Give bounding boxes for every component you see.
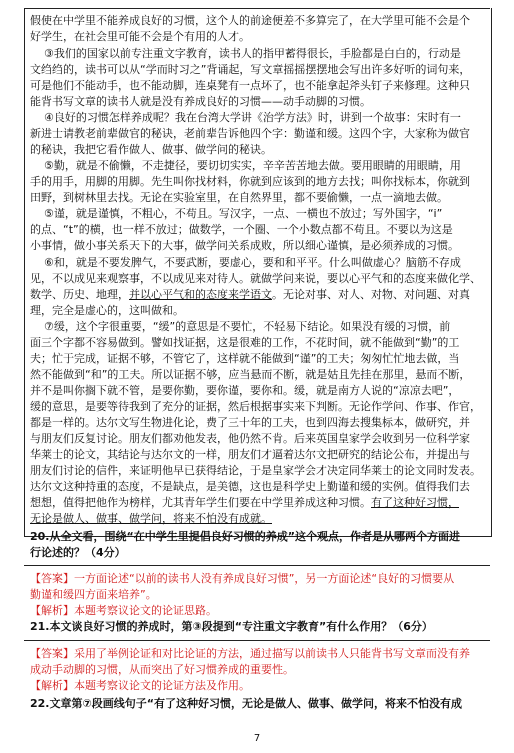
answer-separator bbox=[24, 640, 490, 641]
answer-20-cont: 勤谨和缓四方面来培养”。 bbox=[30, 588, 157, 601]
article-line: 的秘诀，我把它看作做人、做事、做学问的秘诀。 bbox=[30, 143, 272, 156]
article-line: 假使在中学里不能养成良好的习惯，这个人的前途便差不多算完了，在大学里可能不会是个 bbox=[30, 14, 470, 27]
article-line: ⑥和，就是不要发脾气，不要武断，要虚心，要和和平平。什么叫做虚心？脑筋不存成 bbox=[44, 256, 461, 269]
answer-21: 【答案】采用了举例论证和对比论证的方法，通过描写以前读书人只能背书写文章而没有养 bbox=[30, 647, 470, 660]
article-line: 达尔文这种持重的态度，不是缺点，是美德，这也是科学史上勤谨和缓的实例。值得我们去 bbox=[30, 480, 470, 493]
page-number: 7 bbox=[253, 733, 261, 744]
article-line-part: 数学、历史、地理， bbox=[30, 288, 129, 301]
analysis-20: 【解析】本题考察议论文的论证思路。 bbox=[30, 604, 217, 617]
article-line: 与朋友们反复讨论。朋友们都劝他发表，他仍然不肯。后来英国皇家学会收到另一位科学家 bbox=[30, 432, 470, 445]
article-line bbox=[30, 288, 488, 301]
article-line: 理，完全是虚心的，这叫做和。 bbox=[30, 304, 184, 317]
question-21: 21.本文谈良好习惯的养成时，第③段提到“专注重文字教育”有什么作用？（6分） bbox=[30, 620, 433, 633]
article-line: 田野，到树林里去找。无论在实验室里，在自然界里，都不要偷懒，一点一滴地去做。 bbox=[30, 191, 448, 204]
analysis-21: 【解析】本题考察议论文的论证方法及作用。 bbox=[30, 679, 250, 692]
article-line: 面三个字都不容易做到。譬如找证据，这是很难的工作，不花时间，就不能做到“勤”的工 bbox=[30, 336, 460, 349]
article-line: 小事情，做小事关系天下的大事，做学问关系成败，所以细心谨慎，是必须养成的习惯。 bbox=[30, 239, 459, 252]
article-line: 见，不以成见来观察事，不以成见来对待人。就做学问来说，要以心平气和的态度来做化学、 bbox=[30, 272, 481, 285]
article-line: 都是一样的。达尔文写生物进化论，费了三十年的工夫，也到四海去搜集标本，做研究，并 bbox=[30, 416, 470, 429]
article-line: 文绉绉的，读书可以从“学而时习之”背诵起，写文章摇摇摆摆地会写出许多好听的词句来， bbox=[30, 63, 471, 76]
article-line: 手的用手，用脚的用脚。先生叫你找材料，你就到应该到的地方去找；叫你找标本，你就到 bbox=[30, 175, 470, 188]
article-line: ⑤谨，就是谨慎，不粗心，不苟且。写汉字，一点、一横也不放过；写外国字，“i” bbox=[44, 207, 443, 220]
article-line: 夫；忙于完成，证据不够，不管它了，这样就不能做到“谨”的工夫；匆匆忙忙地去做，当 bbox=[30, 352, 460, 365]
article-line: ⑦缓，这个字很重要，“缓”的意思是不要忙，不轻易下结论。如果没有缓的习惯，前 bbox=[44, 320, 451, 333]
article-line: 新进士请教老前辈做官的秘诀，老前辈告诉他四个字：勤谨和缓。这四个字，大家称为做官 bbox=[30, 127, 470, 140]
question-20: 20.从全文看，围绕“在中学生里提倡良好习惯的养成”这个观点，作者是从哪两个方面进 bbox=[30, 530, 460, 543]
answer-separator bbox=[24, 565, 490, 566]
question-22: 22.文章第⑦段画线句子“有了这种好习惯，无论是做人、做事、做学问，将来不怕没有成 bbox=[30, 697, 463, 710]
article-line: 能背书写文章的读书人就是没有养成良好的习惯——动手动脚的习惯。 bbox=[30, 95, 371, 108]
answer-20: 【答案】一方面论述“以前的读书人没有养成良好习惯”，另一方面论述“良好的习惯要从 bbox=[30, 572, 455, 585]
article-line bbox=[30, 496, 488, 509]
article-line: ⑤勤，就是不偷懒，不走捷径，要切切实实，辛辛苦苦地去做。要用眼睛的用眼睛，用 bbox=[44, 159, 461, 172]
underlined-phrase: 并以心平气和的态度来学语文 bbox=[129, 288, 272, 301]
article-line: 并不是叫你搁下就不管，是要你勤，要你谨，要你和。缓，就是南方人说的“凉凉去吧”， bbox=[30, 384, 460, 397]
article-line: 朋友们讨论的信件，来证明他早已获得结论，于是皇家学会才决定同华莱士的论文同时发表。 bbox=[30, 464, 481, 477]
underlined-sentence: 有了这种好习惯， bbox=[371, 496, 459, 509]
article-line-part: 想想，值得把他作为榜样，尤其青年学生们要在中学里养成这种习惯。 bbox=[30, 496, 371, 509]
article-line: 的点、“t”的横，也一样不放过；做数学，一个圈、一个小数点都不苟且。不要以为这是 bbox=[30, 223, 453, 236]
article-line: 华莱士的论文，其结论与达尔文的一样，朋友们才逼着达尔文把研究的结论公布，并提出与 bbox=[30, 448, 470, 461]
article-line-part: 。无论对事、对人、对物、对问题、对真 bbox=[272, 288, 470, 301]
question-20-cont: 行论述的？（4分） bbox=[30, 546, 126, 559]
article-line: 可是他们不能动手，也不能动脚，连桌凳有一点坏了，也不能拿起斧头钉子来修理。这种只 bbox=[30, 79, 470, 92]
article-line: ④良好的习惯怎样养成呢？我在台湾大学讲《治学方法》时，讲到一个故事：宋时有一 bbox=[44, 111, 461, 124]
answer-21-cont: 成动手动脚的习惯，从而突出了好习惯养成的重要性。 bbox=[30, 663, 294, 676]
article-line: 然不能做到“和”的工夫。所以证据不够，应当悬而不断，就是姑且先挂在那里，悬而不断， bbox=[30, 368, 471, 381]
article-line: ③我们的国家以前专注重文字教育，读书人的指甲蓄得很长，手脸都是白白的，行动是 bbox=[44, 47, 461, 60]
article-line: 好学生，在社会里可能不会是个有用的人才。 bbox=[30, 30, 250, 43]
article-line: 缓的意思，是要等待我到了充分的证据，然后根据事实来下判断。无论作学问、作事、作官， bbox=[30, 400, 481, 413]
underlined-sentence: 无论是做人、做事、做学问，将来不怕没有成就。 bbox=[30, 512, 272, 525]
